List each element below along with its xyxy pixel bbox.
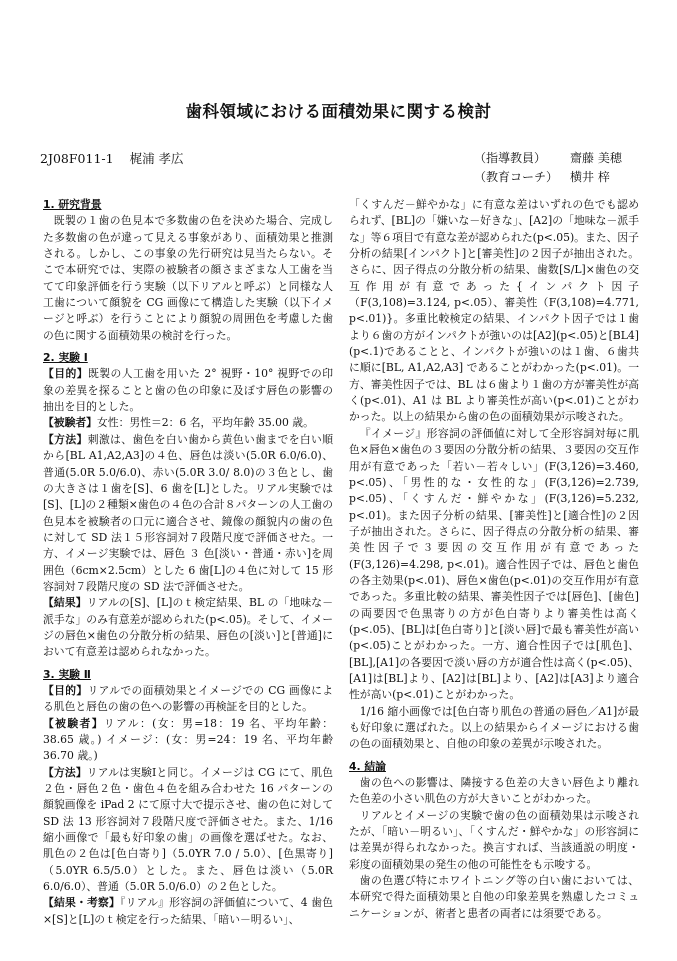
paragraph [43, 595, 333, 660]
paragraph: 「くすんだ－鮮やかな」に有意な差はいずれの色でも認められず、[BL]の「嫌いな－好きな」、[A2]の「地味な－派手な」等６項目で有意な差が認められた(p<.05)。また、因子分析の結果[インパクト]と[審美性]の２因子が抽出された。さらに、因子得点の分散分析の結果、歯数[S/L]×歯色の交互作用が有意であった{インパクト因子（F(3,108)=3.124, p<.05）、審美性（F(3,108)=4.771, p<.01)}。多重比較検定の結果、インパクト因子では１歯より６歯の方がインパクトが強いのは[A2](p<.05)と[BL4](p<.1)であることと、インパクトが強いのは１歯、６歯共に順に[BL, A1,A2,A3] であることがわかった(p<.01)。一方、審美性因子では、BL は６歯より１歯の方が審美性が高く(p<.01)、A1 は BL より審美性が高い(p<.01)ことがわかった。以上の結果から歯の色の面積効果が示唆された。 [349, 198, 639, 424]
label: 【被験者】 [43, 716, 104, 730]
text: 既製の人工歯を用いた 2° 視野・10° 視野での印象の差異を探ることと歯の色の印象に及ぼす唇色の影響の抽出を目的とした。 [43, 367, 333, 414]
paragraph [43, 432, 333, 595]
paragraph [43, 716, 333, 765]
label: 【被験者】 [43, 416, 97, 430]
advisor-list [474, 149, 622, 187]
advisor-row [474, 149, 622, 168]
advisor-role: （指導教員） [474, 151, 547, 165]
section-heading: 2. 実験 Ⅰ [43, 351, 88, 365]
paragraph [43, 366, 333, 415]
paragraph: 歯の色への影響は、隣接する色差の大きい唇色より離れた色差の小さい肌色の方が大きいことがわかった。 [349, 776, 639, 806]
text: リアルは実験Ⅰと同じ。イメージは CG にて、肌色２色・唇色２色・歯色４色を組み合わせた 16 パターンの顔貌画像を iPad 2 にて原寸大で提示させ、歯の色に対して SD 法 13 形容詞対７段階尺度で評価させた。また、1/16 縮小画像で「最も好印象の歯」の画像を選ばせた。なお、肌色の２色は[色白寄り]（5.0YR 7.0 / 5.0）、[色黒寄り]（5.0YR 6.5/5.0）とした。また、唇色は淡い（5.0R 6.0/6.0）、普通（5.0R 5.0/6.0）の２色とした。 [43, 765, 333, 894]
advisor-row [474, 168, 622, 187]
paragraph: リアルとイメージの実験で歯の色の面積効果は示唆されたが、「暗い－明るい」、「くすんだ・鮮やかな」の形容詞には差異が得られなかった。換言すれば、当該通説の明度・彩度の面積効果の発生の他の可能性をも示唆する。 [349, 808, 639, 871]
advisor-name: 横井 梓 [570, 170, 610, 184]
advisor-role: （教育コーチ） [474, 170, 559, 184]
label: 【目的】 [43, 683, 88, 697]
label: 【目的】 [43, 367, 88, 381]
section-heading: 3. 実験 Ⅱ [43, 667, 91, 681]
text: 女性：男性＝2：6 名，平均年齢 35.00 歳。 [96, 416, 314, 430]
paragraph [43, 415, 333, 431]
label: 【結果】 [43, 596, 87, 610]
paragraph [43, 895, 333, 928]
label: 【結果・考察】 [43, 896, 120, 910]
paragraph: 1/16 縮小画像では[色白寄り肌色の普通の唇色／A1]が最も好印象に選ばれた。以上の結果からイメージにおける歯の色の面積効果と、自他の印象の差異が示唆された。 [349, 704, 639, 751]
text: リアルの[S]、[L]のｔ検定結果、BL の「地味な－派手な」のみ有意差が認められた(p<.05)。そして、イメージの唇色×歯色の分散分析の結果、唇色の[淡い]と[普通]において有意差は認められなかった。 [43, 596, 333, 659]
paragraph: 既製の１歯の色見本で多数歯の色を決めた場合、完成した多数歯の色が違って見える事象があり、面積効果と推測される。しかし、この事象の先行研究は見当たらない。そこで本研究では、実際の被験者の顔さまざまな人工歯を当てて印象評価を行う実験（以下リアルと呼ぶ）と同様な人工歯について顔貌を CG 画像にて構造した実験（以下イメージと呼ぶ）を行うことにより顔貌の周囲色を考慮した歯の色に関する面積効果の検討を行った。 [43, 214, 333, 342]
student-name: 梶浦 孝広 [129, 151, 184, 166]
paragraph [43, 765, 333, 896]
paragraph [43, 683, 333, 716]
paragraph: 歯の色選び特にホワイトニング等の白い歯においては、本研究で得た面積効果と自他の印象差異を熟慮したコミュニケーションが、術者と患者の両者には須要である。 [349, 874, 639, 920]
text: 刺激は、歯色を白い歯から黄色い歯までを白い順から[BL A1,A2,A3]の４色、唇色は淡い(5.0R 6.0/6.0)、普通(5.0R 5.0/6.0)、赤い(5.0R 3.0/ 8.0)の３色とし、歯の大きさは１歯を[S]、6 歯を[L]とした。リアル実験では[S]、[L]の２種類×歯色の４色の合計８パターンの人工歯の色見本を被験者の口元に適合させ、鏡像の顔貌内の歯の色に対して SD 法１５形容詞対７段階尺度で評価させた。一方、イメージ実験では、唇色 ３ 色[淡い・普通・赤い]を周囲色（6cm×2.5cm）とした 6 歯[L]の４色に対して 15 形容詞対７段階尺度の SD 法で評価させた。 [43, 432, 334, 593]
paragraph: 『イメージ』形容詞の評価値に対して全形容詞対毎に肌色×唇色×歯色の３要因の分散分析の結果、３要因の交互作用が有意であった「若い－若々しい」(F(3,126)=3.460, p<.05)、「男性的な・女性的な」(F(3,126)=2.739, p<.05)、「くすんだ・鮮やかな」(F(3,126)=5.232, p<.01)。また因子分析の結果、[審美性]と[適合性]の２因子が抽出された。さらに、因子得点の分散分析の結果、審美性因子で３要因の交互作用が有意であった(F(3,126)=4.298, p<.01)。適合性因子では、唇色と歯色の各主効果(p<.01)、唇色×歯色(p<.01)の交互作用が有意であった。多重比較の結果、審美性因子では[唇色]、[歯色]の両要因で色黒寄りの方が色白寄りより審美性は高く(p<.05)、[BL]は[色白寄り]と[淡い唇]で最も審美性が高い(p<.05)ことがわかった。一方、適合性因子では[肌色]、[BL],[A1]の各要因で淡い唇の方が適合性は高く(p<.05)、[A1]は[BL]より、[A2]は[BL]より、[A2]は[A3]より適合性が高い(p<.01)ことがわかった。 [349, 426, 639, 702]
right-column [349, 197, 639, 922]
label: 【方法】 [43, 432, 88, 446]
author-line [40, 149, 184, 167]
text: リアルでの面積効果とイメージでの CG 画像による肌色と唇色の歯の色への影響の再検証を目的とした。 [43, 683, 333, 714]
left-column [43, 197, 333, 928]
label: 【方法】 [43, 765, 87, 779]
student-id: 2J08F011-1 [40, 151, 114, 166]
paper-title: 歯科領域における面積効果に関する検討 [185, 102, 492, 121]
section-heading: 1. 研究背景 [43, 198, 102, 211]
advisor-name: 齋藤 美穂 [570, 151, 622, 165]
text: 『リアル』形容詞の評価値について、4 歯色×[S]と[L]のｔ検定を行った結果、「暗い－明るい」、 [43, 896, 334, 926]
text: リアル：(女：男=18：19 名、平均年齢：38.65 歳。) イメージ：(女：男=24：19 名、平均年齢 36.70 歳。) [43, 716, 333, 763]
section-heading: 4. 結論 [349, 759, 386, 773]
